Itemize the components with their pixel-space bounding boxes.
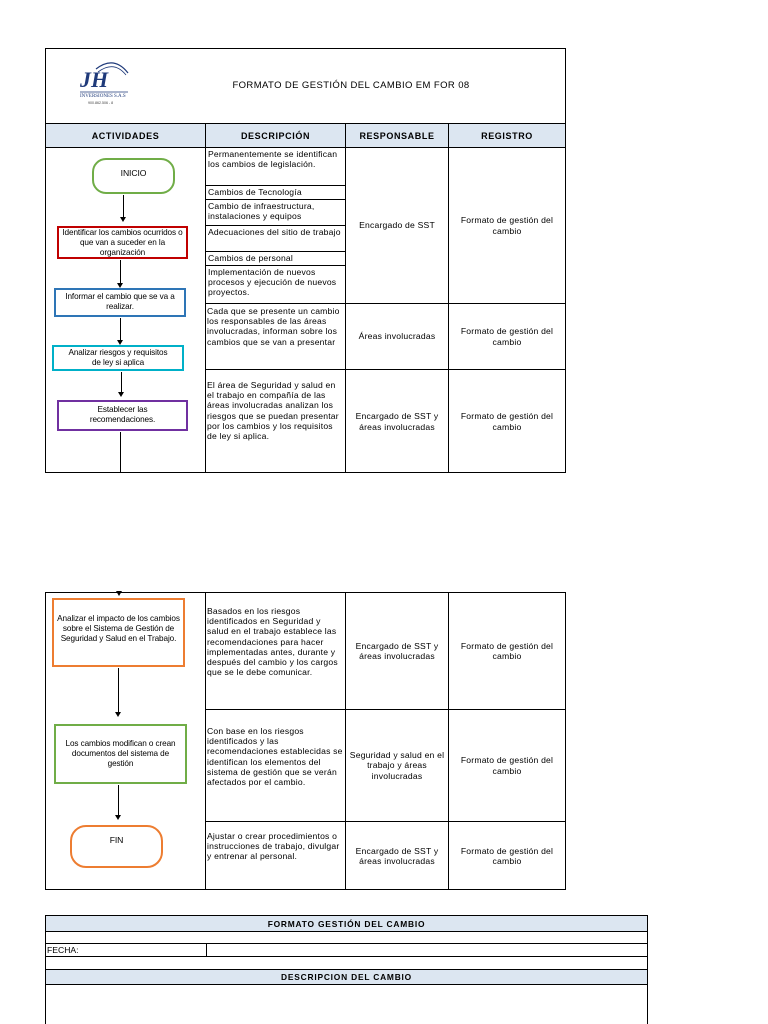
resp-row-1: Encargado de SST [359, 220, 435, 231]
form-title: FORMATO GESTIÓN DEL CAMBIO [45, 915, 648, 932]
flow-modify: Los cambios modifican o crean documentos del sistema de gestión [54, 724, 187, 784]
reg-row-1: Formato de gestión del cambio [460, 215, 554, 236]
desc-row-4: Basados en los riesgos identificados en Seguridad y salud en el trabajo establece las recomendaciones para hacer implementadas antes, durante y después del cambio y los cargos que se le debe comunicar. [207, 606, 338, 678]
resp-row-2: Áreas involucradas [358, 331, 436, 342]
resp-row-6: Encargado de SST y áreas involucradas [355, 845, 439, 866]
reg-row-6: Formato de gestión del cambio [460, 845, 554, 866]
desc-row-3: El área de Seguridad y salud en el trabajo en compañía de las áreas involucradas analizan los riesgos que se puedan presentar por los cambios y los requisitos de ley si aplica. [207, 380, 339, 442]
reg-row-2: Formato de gestión del cambio [460, 326, 554, 347]
reg-row-5: Formato de gestión del cambio [460, 755, 554, 776]
desc-infraestructura: Cambio de infraestructura, instalaciones y equipos [206, 199, 345, 225]
col-descripcion: DESCRIPCIÓN [205, 123, 346, 148]
flow-identify: Identificar los cambios ocurridos o que van a suceder en la organización [57, 226, 188, 259]
desc-row-5: Con base en los riesgos identificados y las recomendaciones establecidas se identifican los elementos del sistema de gestión que se verán afectados por el cambio. [207, 726, 343, 788]
desc-legislacion: Permanentemente se identifican los cambios de legislación. [208, 149, 338, 170]
document-title: FORMATO DE GESTIÓN DEL CAMBIO EM FOR 08 [232, 80, 470, 91]
flow-end: FIN [70, 825, 163, 868]
table-row [206, 148, 345, 303]
flow-establish: Establecer las recomendaciones. [57, 400, 188, 431]
descripcion-title: DESCRIPCION DEL CAMBIO [45, 969, 648, 985]
resp-row-5: Seguridad y salud en el trabajo y áreas involucradas [349, 750, 445, 781]
header-block [45, 48, 566, 124]
reg-row-3: Formato de gestión del cambio [460, 411, 554, 432]
resp-row-4: Encargado de SST y áreas involucradas [355, 640, 439, 661]
flow-inform: Informar el cambio que se va a realizar. [54, 288, 186, 317]
desc-tecnologia: Cambios de Tecnología [206, 185, 345, 199]
descripcion-area[interactable] [45, 984, 648, 1024]
company-logo [76, 57, 132, 105]
resp-row-3: Encargado de SST y áreas involucradas [355, 411, 439, 432]
logo-graphic [76, 57, 132, 105]
flow-impact: Analizar el impacto de los cambios sobre el Sistema de Gestión de Seguridad y Salud en el Trabajo. [52, 598, 185, 667]
desc-procesos: Implementación de nuevos procesos y ejecución de nuevos proyectos. [206, 265, 345, 303]
logo-company: INVERSIONES S.A.S [80, 94, 126, 99]
desc-adecuaciones: Adecuaciones del sitio de trabajo [206, 225, 345, 251]
reg-row-4: Formato de gestión del cambio [460, 640, 554, 661]
col-actividades: ACTIVIDADES [45, 123, 206, 148]
fecha-value[interactable] [207, 944, 647, 956]
form-blank-row-2 [45, 956, 648, 970]
flow-start: INICIO [92, 158, 175, 194]
col-registro: REGISTRO [448, 123, 566, 148]
col-responsable: RESPONSABLE [345, 123, 449, 148]
desc-row-6: Ajustar o crear procedimientos o instrucciones de trabajo, divulgar y entrenar al personal. [207, 831, 340, 862]
logo-nit: 900.862.506 - 8 [88, 101, 114, 105]
desc-personal: Cambios de personal [206, 251, 345, 265]
desc-row-2: Cada que se presente un cambio los responsables de las áreas involucradas, informan sobre los cambios que se van a presentar [207, 306, 340, 347]
flow-analyze-risks: Analizar riesgos y requisitos de ley si aplica [52, 345, 184, 371]
logo-letters: JH [80, 67, 109, 92]
fecha-label: FECHA: [47, 945, 79, 955]
